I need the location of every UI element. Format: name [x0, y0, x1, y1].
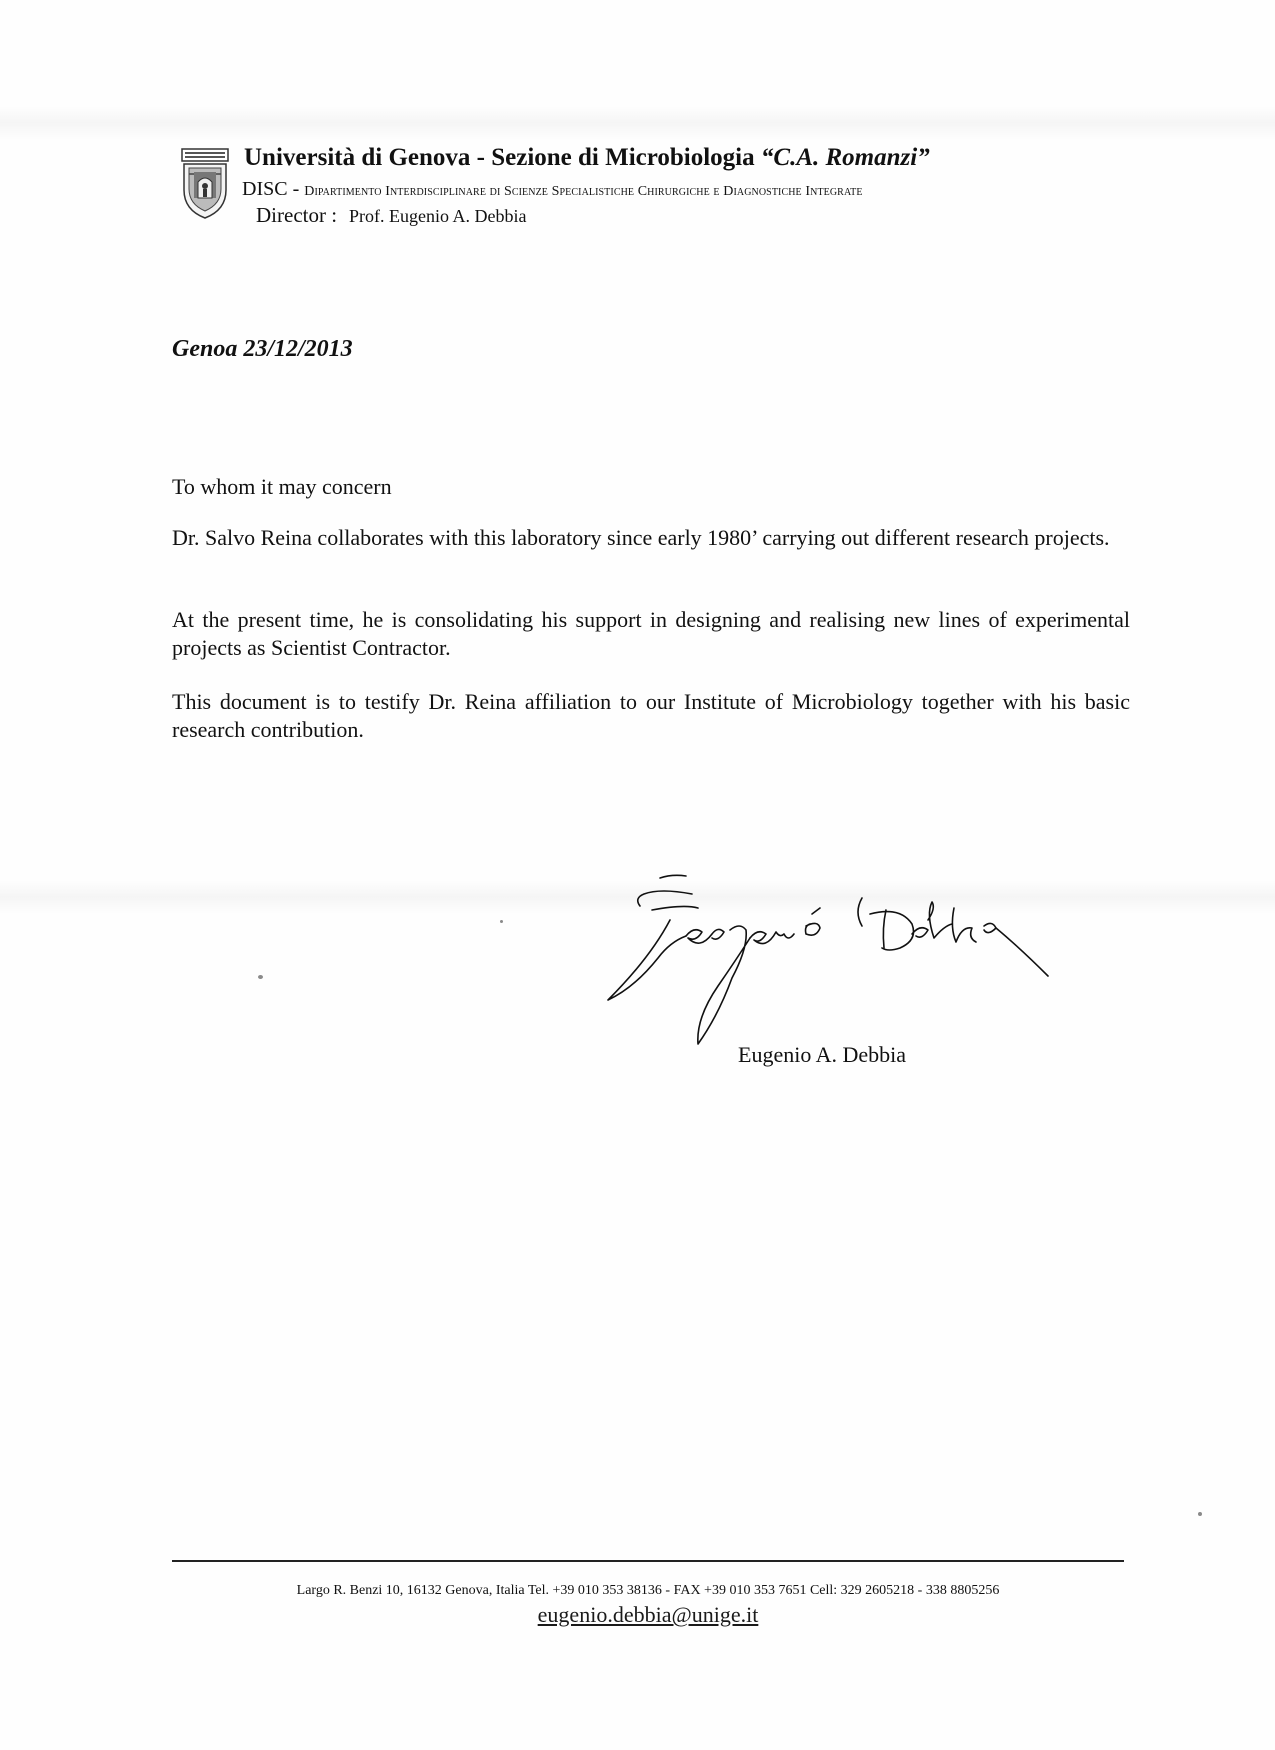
department-line	[242, 178, 863, 201]
department-abbrev: DISC -	[242, 178, 305, 200]
university-heading	[244, 144, 930, 172]
body-paragraph: Dr. Salvo Reina collaborates with this laboratory since early 1980’ carrying out different research projects.	[172, 525, 1110, 550]
signer-name: Eugenio A. Debbia	[738, 1042, 907, 1067]
section-name: “C.A. Romanzi”	[760, 144, 930, 171]
handwritten-signature	[600, 868, 1070, 1048]
footer-email-wrapper	[172, 1602, 1124, 1628]
footer-divider	[172, 1560, 1124, 1562]
paper-speck	[1198, 1512, 1202, 1516]
university-name: Università di Genova - Sezione di Microbiologia	[244, 144, 761, 171]
paper-speck	[500, 920, 503, 923]
university-crest-icon	[181, 148, 229, 220]
salutation: To whom it may concern	[172, 474, 392, 499]
paper-fold	[0, 106, 1275, 140]
director-name: Prof. Eugenio A. Debbia	[349, 206, 527, 226]
body-paragraph: This document is to testify Dr. Reina affiliation to our Institute of Microbiology together with his basic research contribution.	[172, 689, 1130, 742]
letter-date: Genoa 23/12/2013	[172, 336, 353, 362]
director-label: Director :	[256, 203, 338, 227]
footer-address: Largo R. Benzi 10, 16132 Genova, Italia Tel. +39 010 353 38136 - FAX +39 010 353 7651 Cell: 329 2605218 - 338 8805256	[296, 1583, 1000, 1598]
director-line	[256, 203, 527, 228]
department-full-name: Dipartimento Interdisciplinare di Scienze Specialistiche Chirurgiche e Diagnostiche Integrate	[304, 184, 863, 199]
body-paragraph: At the present time, he is consolidating his support in designing and realising new lines of experimental projects as Scientist Contractor.	[172, 607, 1130, 660]
footer-email[interactable]: eugenio.debbia@unige.it	[537, 1602, 759, 1627]
paper-speck	[258, 975, 263, 979]
